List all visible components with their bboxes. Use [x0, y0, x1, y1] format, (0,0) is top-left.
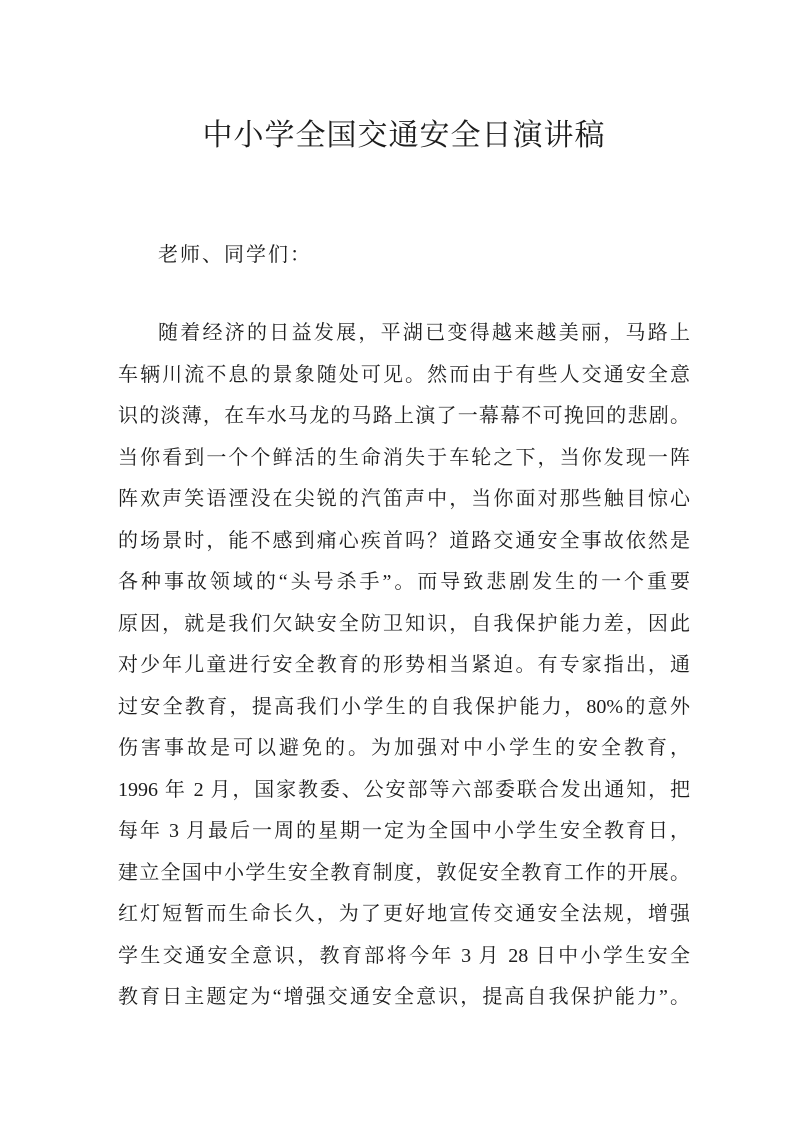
body-text-line: 教育日主题定为“增强交通安全意识，提高自我保护能力”。: [118, 986, 690, 1008]
body-text-line: 红灯短暂而生命长久，为了更好地宣传交通安全法规，增强: [118, 903, 690, 925]
document-title: 中小学全国交通安全日演讲稿: [202, 119, 606, 152]
greeting-line: 老师、同学们：: [158, 244, 312, 266]
body-text-line: 伤害事故是可以避免的。为加强对中小学生的安全教育，: [118, 737, 690, 759]
body-text-line: 每年 3 月最后一周的星期一定为全国中小学生安全教育日，: [118, 820, 690, 842]
body-text-line: 过安全教育，提高我们小学生的自我保护能力，80%的意外: [118, 695, 690, 718]
body-text-line: 1996 年 2 月，国家教委、公安部等六部委联合发出通知，把: [118, 778, 690, 801]
document-content: [118, 0, 690, 1019]
body-text-line: 各种事故领域的“头号杀手”。而导致悲剧发生的一个重要: [118, 571, 690, 593]
document-body: [118, 313, 690, 1019]
body-text-line: 学生交通安全意识，教育部将今年 3 月 28 日中小学生安全: [118, 944, 690, 967]
body-text-line: 车辆川流不息的景象随处可见。然而由于有些人交通安全意: [118, 363, 690, 386]
body-text-line: 的场景时，能不感到痛心疾首吗？道路交通安全事故依然是: [118, 529, 690, 552]
body-text-line: 对少年儿童进行安全教育的形势相当紧迫。有专家指出，通: [118, 654, 690, 676]
body-text-line: 原因，就是我们欠缺安全防卫知识，自我保护能力差，因此: [118, 612, 690, 635]
body-text-line: 建立全国中小学生安全教育制度，敦促安全教育工作的开展。: [118, 861, 690, 884]
body-text-line: 识的淡薄，在车水马龙的马路上演了一幕幕不可挽回的悲剧。: [118, 405, 690, 427]
body-text-line: 当你看到一个个鲜活的生命消失于车轮之下，当你发现一阵: [118, 446, 690, 469]
body-text-line: 阵欢声笑语湮没在尖锐的汽笛声中，当你面对那些触目惊心: [118, 488, 690, 510]
body-text-line: 随着经济的日益发展，平湖已变得越来越美丽，马路上: [158, 322, 690, 344]
